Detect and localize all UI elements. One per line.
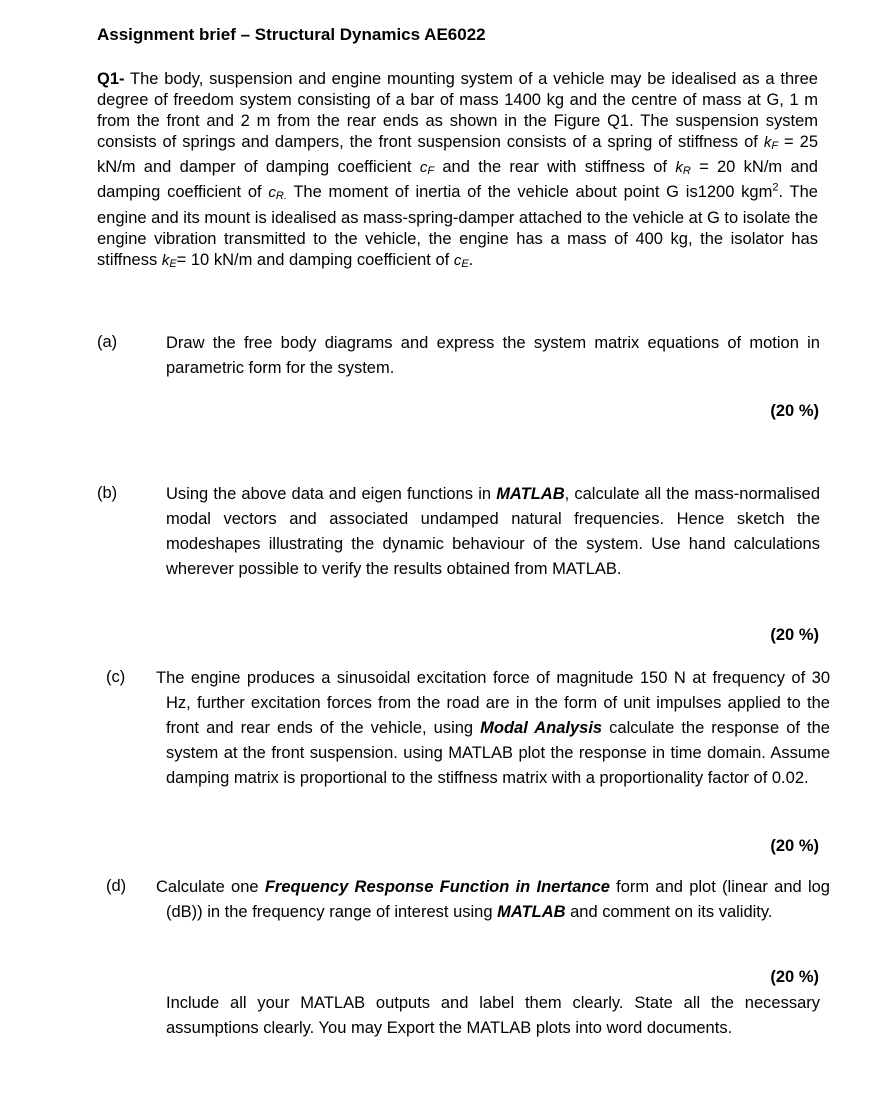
intro-text-3: and the rear with stiffness of	[434, 158, 676, 177]
cf-subscript: F	[427, 165, 435, 178]
intro-text-4: = 20 kN/m and damping coefficient of	[97, 158, 818, 202]
part-c-modal-analysis: Modal Analysis	[480, 719, 603, 737]
kr-subscript: R	[682, 165, 691, 178]
part-c-text-1: The engine produces a sinusoidal excitation force of magnitude 150 N at frequency of 30 Hz, further excitation forces from the road are in the form of unit impulses applied to the front and rear ends of the vehicle, using	[156, 669, 830, 737]
closing-note: Include all your MATLAB outputs and label them clearly. State all the necessary assumptions clearly. You may Export the MATLAB plots into word documents.	[166, 994, 820, 1037]
intro-text-1: The body, suspension and engine mounting system of a vehicle may be idealised as a three degree of freedom system consisting of a bar of mass 1400 kg and the centre of mass at G, 1 m from the front and 2 m from the rear ends as shown in the Figure Q1. The suspension system consists of springs and dampers, the front suspension consists of a spring of stiffness of	[97, 70, 818, 152]
part-a-label: (a)	[97, 333, 118, 351]
document-title: Assignment brief – Structural Dynamics AE6022	[97, 25, 486, 44]
part-a-score: (20 %)	[770, 402, 819, 420]
intro-text-7: = 10 kN/m and damping coefficient of	[176, 250, 454, 269]
intro-text-6: . The engine and its mount is idealised as mass-spring-damper attached to the vehicle at G to isolate the engine vibration transmitted to the vehicle, the engine has a mass of 400 kg, the isolator has stiffness	[97, 183, 818, 269]
part-b-text	[166, 482, 820, 582]
part-d-score: (20 %)	[770, 968, 819, 986]
ce-subscript: E	[461, 257, 469, 270]
part-a-text: Draw the free body diagrams and express the system matrix equations of motion in parametric form for the system.	[166, 334, 820, 377]
part-d-text-1: Calculate one	[156, 878, 265, 896]
part-c-text-2: calculate the response of the system at the front suspension. using MATLAB plot the response in time domain. Assume damping matrix is proportional to the stiffness matrix with a proportionality factor of 0.02.	[166, 719, 830, 787]
part-d-text-2: form and plot (linear and log (dB)) in the frequency range of interest using	[166, 878, 830, 921]
part-d-frf-inertance: Frequency Response Function in Inertance	[264, 878, 610, 896]
part-d-text-3: and comment on its validity.	[565, 903, 773, 921]
ce-symbol: c	[453, 251, 462, 269]
part-c-score: (20 %)	[770, 837, 819, 855]
superscript-2: 2	[772, 181, 779, 194]
intro-text-5: The moment of inertia of the vehicle about point G is1200 kgm	[286, 183, 773, 202]
kr-symbol: k	[675, 159, 683, 177]
kf-subscript: F	[771, 140, 779, 153]
part-d-label: (d)	[106, 877, 127, 895]
ke-symbol: k	[161, 251, 170, 269]
part-b-label: (b)	[97, 484, 118, 502]
cr-symbol: c	[268, 184, 276, 202]
part-d-matlab: MATLAB	[497, 903, 566, 921]
part-c-text	[156, 666, 830, 791]
question-intro	[97, 69, 818, 275]
part-d-text	[156, 875, 830, 925]
cf-symbol: c	[419, 159, 428, 177]
kf-symbol: k	[763, 134, 772, 152]
ke-subscript: E	[169, 257, 177, 270]
cr-subscript: R.	[275, 190, 287, 203]
part-b-matlab: MATLAB	[496, 485, 565, 503]
part-b-text-2: , calculate all the mass-normalised modal vectors and associated undamped natural frequencies. Hence sketch the modeshapes illustrating the dynamic behaviour of the system. Use hand calculations wherever possible to verify the results obtained from MATLAB.	[166, 485, 820, 578]
intro-text-2: = 25 kN/m and damper of damping coefficient	[97, 133, 818, 177]
part-b-score: (20 %)	[770, 626, 819, 644]
question-number: Q1-	[97, 70, 125, 88]
part-c-label: (c)	[106, 668, 126, 686]
intro-text-8: .	[468, 250, 474, 269]
part-b-text-1: Using the above data and eigen functions in	[166, 485, 497, 503]
